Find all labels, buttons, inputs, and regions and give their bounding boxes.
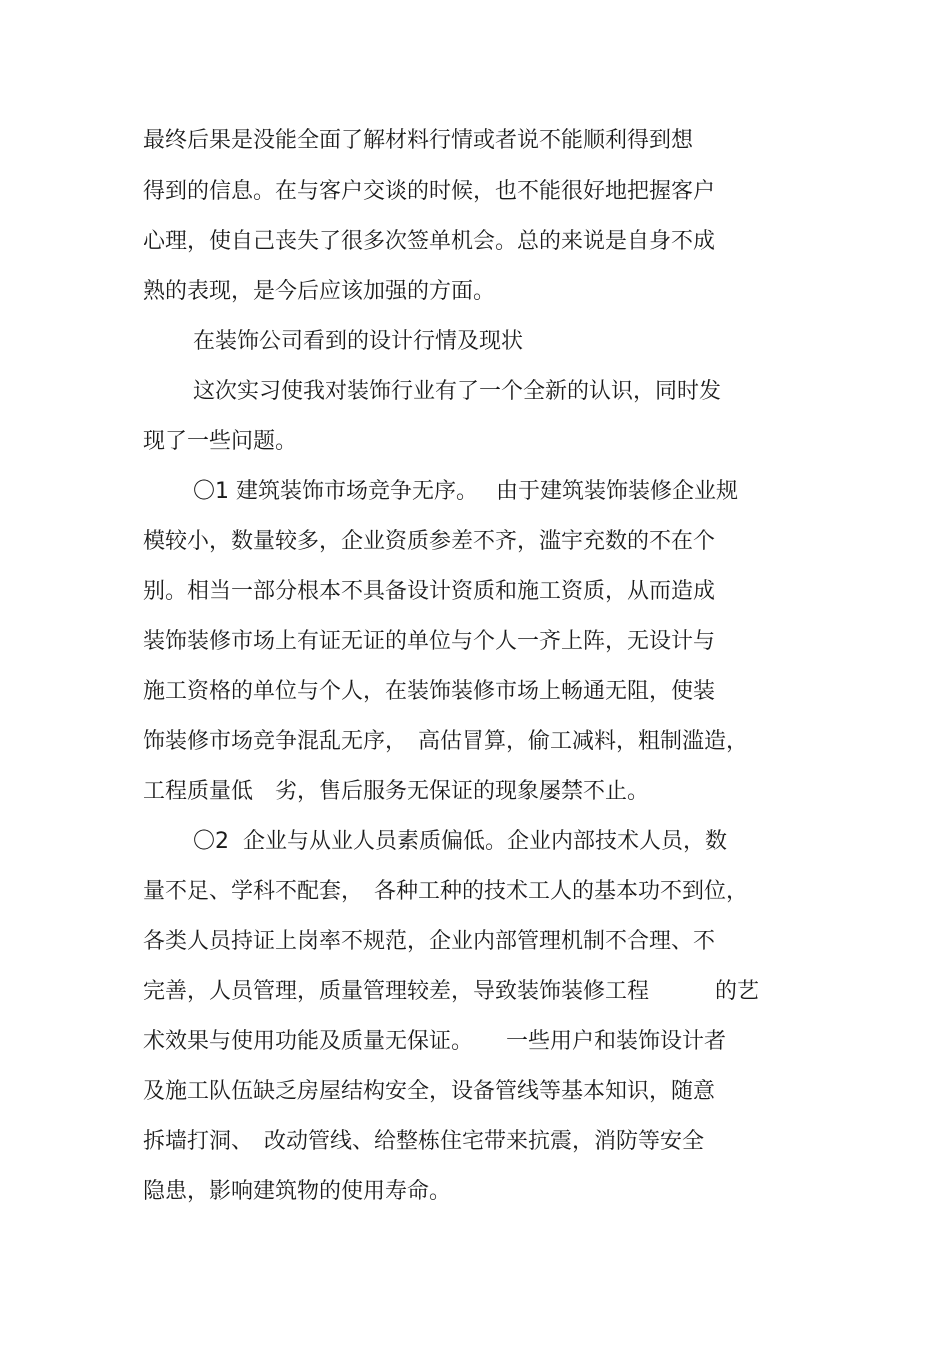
text-line: 量不足、学科不配套， 各种工种的技术工人的基本功不到位， — [143, 879, 749, 904]
text-line: 工程质量低 劣，售后服务无保证的现象屡禁不止。 — [143, 779, 650, 804]
list-item-heading: 〇1 建筑装饰市场竞争无序。 由于建筑装饰装修企业规 — [193, 479, 738, 504]
text-line: 得到的信息。在与客户交谈的时候，也不能很好地把握客户 — [143, 179, 716, 204]
list-item-heading: 〇2 企业与从业人员素质偏低。企业内部技术人员，数 — [193, 829, 727, 854]
text-line: 术效果与使用功能及质量无保证。 一些用户和装饰设计者 — [143, 1029, 727, 1054]
text-line: 最终后果是没能全面了解材料行情或者说不能顺利得到想 — [143, 128, 694, 153]
text-line: 熟的表现，是今后应该加强的方面。 — [143, 279, 496, 304]
text-line: 心理，使自己丧失了很多次签单机会。总的来说是自身不成 — [143, 229, 716, 254]
text-line: 饰装修市场竞争混乱无序， 高估冒算，偷工减料，粗制滥造， — [143, 729, 749, 754]
text-line: 施工资格的单位与个人，在装饰装修市场上畅通无阻，使装 — [143, 679, 716, 704]
text-line: 模较小，数量较多，企业资质参差不齐，滥宇充数的不在个 — [143, 529, 716, 554]
text-line: 隐患，影响建筑物的使用寿命。 — [143, 1179, 452, 1204]
text-line: 这次实习使我对装饰行业有了一个全新的认识，同时发 — [193, 379, 722, 404]
text-line: 装饰装修市场上有证无证的单位与个人一齐上阵，无设计与 — [143, 629, 716, 654]
text-line: 现了一些问题。 — [143, 429, 298, 454]
text-line: 及施工队伍缺乏房屋结构安全，设备管线等基本知识，随意 — [143, 1079, 716, 1104]
text-line: 别。相当一部分根本不具备设计资质和施工资质，从而造成 — [143, 579, 716, 604]
section-heading: 在装饰公司看到的设计行情及现状 — [193, 329, 524, 354]
text-line: 各类人员持证上岗率不规范，企业内部管理机制不合理、不 — [143, 929, 716, 954]
text-line: 拆墙打洞、 改动管线、给整栋住宅带来抗震，消防等安全 — [143, 1129, 705, 1154]
text-line: 完善，人员管理，质量管理较差，导致装饰装修工程 的艺 — [143, 979, 760, 1004]
